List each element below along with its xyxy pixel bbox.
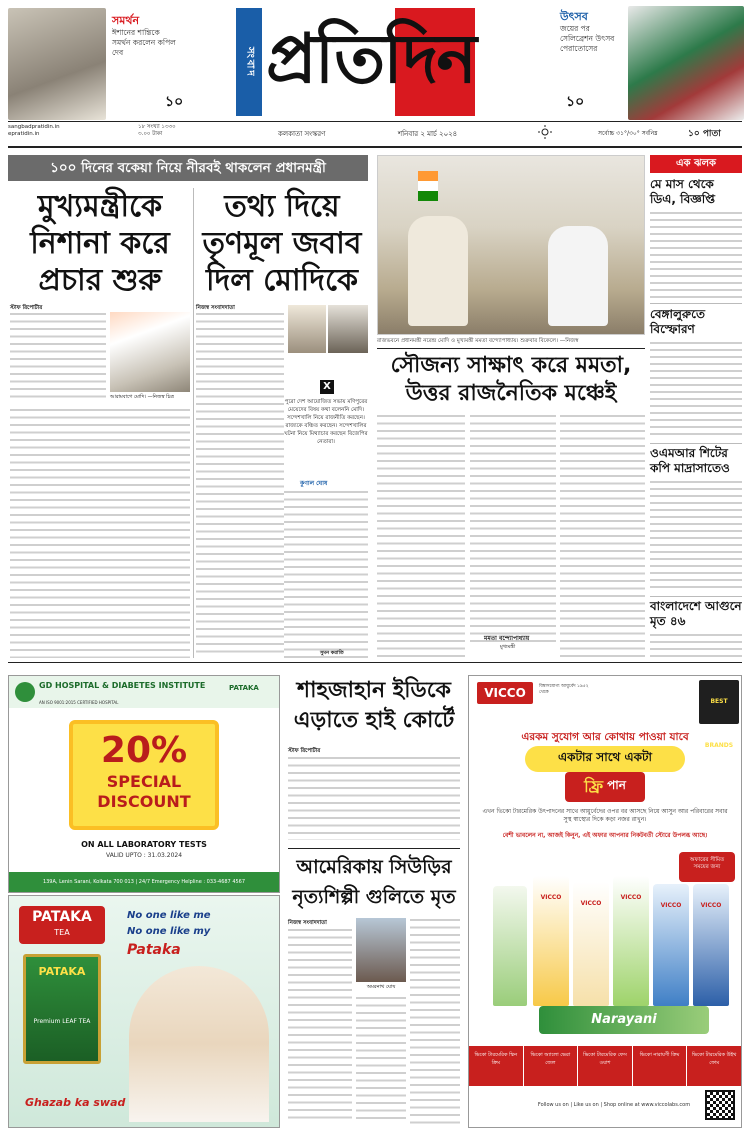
center-body-left-lines bbox=[377, 414, 465, 658]
story2-photo bbox=[356, 918, 406, 982]
vicco-logo bbox=[477, 682, 533, 704]
vicco-pan: পান bbox=[607, 778, 626, 792]
pataka-tagline-3: Pataka bbox=[127, 942, 181, 958]
mamata-thumb bbox=[288, 305, 326, 353]
vicco-free-badge bbox=[565, 772, 645, 802]
story2-body-left bbox=[288, 928, 352, 1124]
dateline bbox=[8, 122, 742, 144]
lead-right-body-lines bbox=[196, 312, 284, 658]
sidebar-item-body bbox=[650, 480, 742, 592]
lead-left-headline: মুখ্যমন্ত্রীকে নিশানা করে প্রচার শুরু bbox=[30, 189, 170, 298]
story2-body-right-lines bbox=[410, 918, 460, 1124]
sidebar-header bbox=[650, 155, 742, 173]
story-divider bbox=[288, 848, 460, 849]
gd-contact: 139A, Lenin Sarani, Kolkata 700 013 | 24/7 Emergency Helpline : 033-4687 4567 bbox=[42, 879, 246, 885]
vicco-product-label: VICCO bbox=[580, 900, 602, 907]
vicco-red-line: বেশী ভাবলেন না, আজই কিনুন, এই অফার আপনার নিকটবর্তী স্টোরে উপলব্ধ আছে। bbox=[502, 832, 708, 839]
vicco-line-2: একটার সাথে একটা bbox=[557, 750, 653, 764]
vicco-product bbox=[613, 876, 649, 1006]
story2-body-mid bbox=[356, 996, 406, 1124]
pataka-pack-text: Premium LEAF TEA bbox=[33, 1018, 91, 1025]
vicco-desc: এখন ভিকো টারমেরিক উৎপাদনের সাথে আয়ুর্বেদের ওপর বর আসছে নিয়ে আসুন আর পরিবারের সবার সুস্থ স্বাস্থ্যের দিকে কড়া নজর রাখুন। bbox=[482, 808, 728, 823]
right-teaser-text: জয়ের পর সেলিব্রেশন উৎসব পেরাতোসের bbox=[560, 24, 615, 53]
flag-left bbox=[418, 171, 438, 201]
center-body-left bbox=[377, 414, 465, 658]
center-author-sub: মুখ্যমন্ত্রী bbox=[500, 644, 516, 650]
section-rule bbox=[8, 662, 742, 663]
lead-inline-quote: পুরো দেশ আয়োজিত সভায় মণিপুরের মেয়েদের বিষয় কথা বলেননি মোদি। সন্দেশখালি নিয়ে রাজনীতি করছেন। রাজ্যকে বঞ্চিত করছেন। সন্দেশখালির ঘটনা নিয়ে মিথ্যাচার করছেন বিজেপির নেতারা। bbox=[284, 399, 368, 445]
story2-body-mid-lines bbox=[356, 996, 406, 1124]
center-body-mid-lines bbox=[470, 414, 556, 644]
story1-body bbox=[288, 756, 460, 840]
lead-left-body-lines bbox=[10, 312, 106, 402]
vicco-since: বিশ্বাসযোগ্য আয়ুর্বেদ ১৯৫২ থেকে bbox=[539, 684, 589, 695]
vicco-product bbox=[653, 884, 689, 1006]
gd-hospital-name: GD HOSPITAL & DIABETES INSTITUTE bbox=[39, 681, 206, 690]
web-address: sangbadpratidin.in epratidin.in bbox=[8, 124, 60, 137]
sun-icon bbox=[538, 125, 552, 139]
story1-body-lines bbox=[288, 756, 460, 840]
sidebar-item-body bbox=[650, 341, 742, 439]
left-teaser-page: ১০ bbox=[165, 94, 184, 110]
gd-contact-bar bbox=[9, 872, 279, 892]
vicco-product-label: VICCO bbox=[700, 902, 722, 909]
pataka-tagline-1: No one like me bbox=[127, 910, 211, 921]
right-teaser-kicker: উৎসব bbox=[560, 10, 588, 23]
right-teaser-photo bbox=[628, 6, 744, 120]
figure-right bbox=[548, 226, 608, 326]
vicco-bottom-item: ভিকো টারমেরিক উইথ ফোম bbox=[691, 1052, 737, 1066]
weather: সর্বোচ্চ ৩১°/৩০° সর্বনিম্ন bbox=[598, 130, 658, 137]
sidebar bbox=[650, 155, 742, 658]
vicco-bottom-item: ভিকো অ্যালো ভেরা জেল bbox=[524, 1046, 579, 1086]
vicco-bottom-strip bbox=[469, 1046, 741, 1086]
pataka-slogan: Ghazab ka swad bbox=[25, 1096, 126, 1109]
gd-partner: PATAKA bbox=[229, 684, 259, 692]
center-photo bbox=[377, 155, 645, 335]
vertical-badge bbox=[236, 8, 262, 116]
gd-offer-box bbox=[69, 720, 219, 830]
lead-right-body-lower bbox=[284, 490, 368, 658]
pataka-ad bbox=[8, 895, 280, 1128]
vicco-product bbox=[533, 876, 569, 1006]
gd-offer-special: SPECIAL bbox=[106, 772, 182, 791]
modi-photo bbox=[110, 312, 190, 392]
pataka-pack-brand: PATAKA bbox=[38, 965, 86, 978]
vicco-ad bbox=[468, 675, 742, 1128]
center-body-mid bbox=[470, 414, 556, 644]
lead-right-byline: নিজস্ব সংবাদদাতা bbox=[196, 305, 235, 311]
pataka-brand-sub: TEA bbox=[54, 928, 70, 937]
gd-hospital-sub: AN ISO 9001:2015 CERTIFIED HOSPITAL bbox=[39, 700, 119, 705]
vicco-line-1: এরকম সুযোগ আর কোথায় পাওয়া যাবে bbox=[521, 731, 689, 743]
vicco-product bbox=[693, 884, 729, 1006]
lead-right-body-lower-lines bbox=[284, 490, 368, 658]
lead-right-headline: তথ্য দিয়ে তৃণমূল জবাব দিল মোদিকে bbox=[202, 189, 362, 298]
lead-author-sign: সুমন করাতি bbox=[320, 650, 344, 656]
pataka-pack bbox=[23, 954, 101, 1064]
lead-left-body bbox=[10, 312, 106, 402]
story2-headline: আমেরিকায় সিউড়ির নৃত্যশিল্পী গুলিতে মৃত bbox=[292, 856, 456, 908]
center-headline: সৌজন্য সাক্ষাৎ করে মমতা, উত্তর রাজনৈতিক মঞ্চেই bbox=[390, 353, 632, 406]
vicco-product-label: VICCO bbox=[620, 894, 642, 901]
lead-banner bbox=[8, 155, 368, 181]
gd-offer-discount: DISCOUNT bbox=[97, 792, 191, 811]
right-teaser-page: ১০ bbox=[566, 94, 585, 110]
pataka-model-photo bbox=[129, 966, 269, 1122]
vicco-free: ফ্রি bbox=[584, 776, 604, 796]
vicco-limited-badge bbox=[679, 852, 735, 882]
lead-right-body bbox=[196, 312, 284, 658]
story1-byline: স্টাফ রিপোর্টার bbox=[288, 748, 321, 754]
gd-hospital-header bbox=[9, 676, 279, 708]
story2-body-right bbox=[410, 918, 460, 1124]
vicco-narayani bbox=[539, 1006, 709, 1034]
vicco-bottom-item: ভিকো টারমেরিক ফেস ওয়াশ bbox=[578, 1046, 633, 1086]
left-teaser-photo bbox=[8, 8, 106, 120]
masthead-logo: প্রতিদিন bbox=[266, 20, 475, 99]
vicco-bottom-item: ভিকো নারায়ণী ক্রিম bbox=[633, 1046, 688, 1086]
masthead bbox=[0, 0, 750, 128]
lead-left-body-lower bbox=[10, 408, 190, 658]
vicco-offer-banner bbox=[525, 746, 685, 772]
vicco-award bbox=[699, 680, 739, 749]
issue-info: ১৮ সংখ্যা ১৩৩০ ৩.০০ টাকা bbox=[138, 124, 176, 137]
vicco-product-label: VICCO bbox=[660, 902, 682, 909]
gd-hospital-ad bbox=[8, 675, 280, 893]
page-count: ১০ পাতা bbox=[688, 129, 721, 139]
gd-valid: VALID UPTO : 31.03.2024 bbox=[105, 852, 183, 859]
pataka-tagline-2: No one like my bbox=[127, 926, 211, 937]
sidebar-item-body bbox=[650, 211, 742, 299]
lead-quote-author: কুণাল ঘোষ bbox=[300, 480, 328, 487]
sidebar-item-title: বাংলাদেশে আগুনে মৃত ৪৬ bbox=[650, 599, 742, 628]
story2-photo-caption: অমরনাথ ঘোষ bbox=[366, 984, 396, 990]
center-headline-rule bbox=[377, 348, 645, 349]
sidebar-item-title: ওএমআর শিটের কপি মাদ্রাসাতেও bbox=[650, 446, 730, 475]
vicco-product-label: VICCO bbox=[540, 894, 562, 901]
vicco-footer: Follow us on | Like us on | Shop online at www.viccolabs.com bbox=[537, 1102, 691, 1108]
center-photo-caption: রাজভবনে প্রধানমন্ত্রী নরেন্দ্র মোদি ও মুখ্যমন্ত্রী মমতা বন্দ্যোপাধ্যায়। শুক্রবার বিকেলে। —নিজস্ব bbox=[377, 338, 579, 344]
sidebar-divider bbox=[650, 443, 742, 444]
story2-byline: নিজস্ব সংবাদদাতা bbox=[288, 920, 327, 926]
dateline-rule-bottom bbox=[8, 146, 742, 148]
figure-left bbox=[408, 216, 468, 326]
issue-date: শনিবার ২ মার্চ ২০২৪ bbox=[398, 130, 458, 138]
left-teaser-text: ঈশানের শান্তিকে সমর্থন করলেন কপিল দেব bbox=[112, 28, 176, 57]
sidebar-item-title: বেঙ্গালুরুতে বিস্ফোরণ bbox=[650, 307, 705, 336]
modi-photo-caption: আরামবাগে মোদি। —নিজস্ব চিত্র bbox=[110, 394, 174, 400]
story2-body-left-lines bbox=[288, 928, 352, 1124]
vicco-limited: অফারের সীমিত সময়ের জন্য bbox=[689, 857, 725, 870]
lead-column-rule bbox=[193, 188, 194, 658]
x-logo-icon: X bbox=[320, 380, 334, 394]
gd-offer-line: ON ALL LABORATORY TESTS bbox=[81, 840, 207, 849]
vicco-qr-icon bbox=[705, 1090, 735, 1120]
sidebar-item-title: মে মাস থেকে ডিএ, বিজ্ঞপ্তি bbox=[650, 177, 716, 206]
center-author: মমতা বন্দ্যোপাধ্যায় bbox=[484, 635, 530, 642]
vicco-logo-text: VICCO bbox=[484, 686, 526, 700]
vicco-product bbox=[493, 886, 527, 1006]
vicco-product bbox=[573, 882, 609, 1006]
lead-left-body-lower-lines bbox=[10, 408, 190, 658]
lead-left-byline: স্টাফ রিপোর্টার bbox=[10, 305, 43, 311]
pataka-brand: PATAKA bbox=[32, 909, 92, 925]
lead-banner-text: ১০০ দিনের বকেয়া নিয়ে নীরবই থাকলেন প্রধানমন্ত্রী bbox=[50, 159, 326, 176]
gd-offer-percent: 20% bbox=[100, 730, 188, 771]
edition: কলকাতা সংস্করণ bbox=[278, 130, 326, 138]
vicco-award-text: BEST BRANDS bbox=[704, 698, 734, 749]
story1-headline: শাহজাহান ইডিকে এড়াতে হাই কোর্টে bbox=[293, 678, 455, 733]
badge-text: সংবাদ bbox=[244, 46, 256, 78]
center-body-right bbox=[560, 414, 645, 658]
pataka-logo bbox=[19, 906, 105, 944]
sidebar-item-body bbox=[650, 633, 742, 658]
left-teaser-kicker: সমর্থন bbox=[112, 14, 140, 27]
sidebar-divider bbox=[650, 303, 742, 304]
center-body-right-lines bbox=[560, 414, 645, 658]
sidebar-divider bbox=[650, 596, 742, 597]
sidebar-header-text: এক ঝলক bbox=[675, 157, 717, 169]
abhishek-thumb bbox=[328, 305, 368, 353]
gd-hospital-logo-icon bbox=[15, 682, 35, 702]
vicco-bottom-item: ভিকো টারমেরিক স্কিন ক্রিম bbox=[469, 1046, 524, 1086]
vicco-narayani-text: Narayani bbox=[591, 1012, 657, 1027]
